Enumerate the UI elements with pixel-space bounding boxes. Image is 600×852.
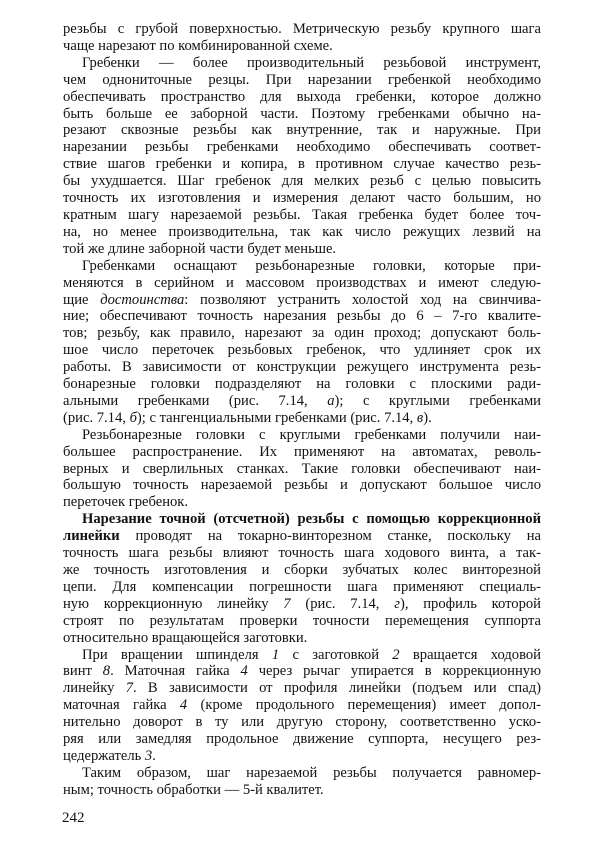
text-run: винт [63, 663, 103, 680]
text-line [63, 190, 541, 207]
text-run: резьбы с грубой поверхностью. Метрическую резьбу крупного шага [63, 21, 541, 37]
text-line [63, 680, 541, 697]
text-line [63, 579, 541, 596]
text-line [63, 562, 541, 579]
text-line [63, 477, 541, 494]
italic-text-run: достоинства [100, 291, 185, 308]
text-run: Гребенки — более производительный резьбовой инструмент, [82, 54, 541, 71]
text-line [63, 748, 541, 765]
text-run: ствие шагов гребенки и копира, в противном случае качество резь- [63, 156, 541, 173]
text-line [63, 89, 541, 106]
bold-text-run: Нарезание точной (отсчетной) резьбы с помощью коррекционной [82, 511, 541, 528]
page-text [63, 21, 541, 799]
text-run: линейку [63, 680, 126, 697]
text-run: кратным шагу нарезаемой резьбы. Такая гребенка будет более точ- [63, 206, 541, 223]
text-line [63, 765, 541, 782]
text-run: бонарезные головки подразделяют на головки с плоскими ради- [63, 376, 541, 393]
italic-text-run: 8 [102, 663, 111, 680]
text-line [63, 461, 541, 478]
text-run: быть больше ее заборной части. Поэтому гребенками обычно на- [63, 105, 541, 122]
italic-text-run: 7 [283, 595, 291, 612]
text-line [63, 714, 541, 731]
text-run: альными гребенками (рис. 7.14, [63, 392, 328, 409]
text-line [63, 139, 541, 156]
text-run: ряя или замедляя продольное движение суппорта, несущего рез- [63, 731, 541, 748]
text-line [63, 697, 541, 714]
text-run: цепи. Для компенсации погрешности шага применяют специаль- [63, 578, 541, 595]
text-run: . [152, 747, 156, 764]
text-run: (рис. 7.14, [290, 595, 395, 612]
text-run: бы ухудшается. Шаг гребенок для мелких резьб с целью повысить [63, 173, 541, 190]
text-run: : позволяют устранить холостой ход на свинчива- [184, 291, 541, 308]
text-run: . В зависимости от профиля линейки (подъем или спад) [132, 680, 542, 697]
text-run: ); с круглыми гребенками [334, 392, 541, 409]
text-line [63, 275, 541, 292]
text-line [63, 613, 541, 630]
italic-text-run: г [394, 595, 400, 612]
italic-text-run: 4 [179, 697, 188, 714]
text-run: маточная гайка [63, 697, 180, 714]
bold-text-run: линейки [63, 528, 120, 545]
text-run: вращается ходовой [399, 646, 541, 663]
text-line [63, 427, 541, 444]
text-line [63, 224, 541, 241]
text-line [63, 782, 541, 799]
text-line [63, 393, 541, 410]
paragraph [63, 427, 541, 512]
text-line [63, 410, 541, 427]
text-run: чем однониточные резцы. При нарезании гребенкой необходимо [63, 71, 541, 88]
text-line [63, 325, 541, 342]
text-run: относительно вращающейся заготовки. [63, 629, 308, 646]
text-line [63, 630, 541, 647]
text-line [63, 511, 541, 528]
text-line [63, 308, 541, 325]
text-run: нарезании резьбы гребенками необходимо обеспечивать соответ- [63, 139, 541, 156]
italic-text-run: 2 [392, 646, 400, 663]
text-run: верных и сверлильных станках. Такие головки обеспечивают наи- [63, 460, 541, 477]
text-run: проводят на токарно-винторезном станке, поскольку на [119, 528, 541, 545]
italic-text-run: 3 [144, 747, 153, 764]
text-line [63, 663, 541, 680]
text-run: же точность изготовления и сборки зубчатых колес винторезной [63, 562, 541, 578]
page-number: 242 [62, 810, 85, 826]
paragraph [63, 55, 541, 258]
text-line [63, 647, 541, 664]
text-run: той же длине заборной части будет меньше. [63, 240, 337, 257]
text-line [63, 72, 541, 89]
text-run: работы. В зависимости от конструкции режущего инструмента резь- [63, 359, 541, 376]
text-run: через рычаг упирается в коррекционную [247, 663, 542, 680]
text-run: большее распространение. Их применяют на автоматах, револь- [63, 443, 541, 460]
italic-text-run: а [327, 392, 335, 409]
text-run: резают сквозные резьбы как внутренние, так и наружные. При [63, 122, 541, 139]
text-run: точность шага резьбы влияют точность шага ходового винта, а так- [63, 545, 541, 562]
text-line [63, 173, 541, 190]
text-line [63, 122, 541, 139]
text-run: обеспечивать пространство для выхода гребенки, которое должно [63, 88, 541, 105]
text-run: Гребенками оснащают резьбонарезные головки, которые при- [82, 257, 541, 274]
paragraph [63, 765, 541, 799]
text-run: шое число переточек резьбовых гребенок, что удлиняет срок их [63, 342, 541, 359]
paragraph [63, 647, 541, 765]
text-run: цедержатель [63, 747, 145, 764]
text-line [63, 55, 541, 72]
text-line [63, 207, 541, 224]
text-line [63, 38, 541, 55]
text-run: При вращении шпинделя [82, 646, 272, 663]
text-line [63, 545, 541, 562]
text-run: ); с тангенциальными гребенками (рис. 7.14, [136, 409, 417, 426]
text-run: чаще нарезают по комбинированной схеме. [63, 37, 333, 54]
text-run: точность их изготовления и измерения делают часто большим, но [63, 190, 541, 207]
italic-text-run: 7 [125, 680, 133, 697]
text-run: щие [63, 291, 101, 308]
italic-text-run: 1 [271, 646, 280, 663]
italic-text-run: б [129, 409, 137, 426]
text-run: (кроме продольного перемещения) имеет допол- [187, 697, 541, 714]
text-run: тов; резьбу, как правило, нарезают за один проход; допускают боль- [63, 325, 541, 342]
text-run: ). [423, 409, 432, 426]
text-run: меняются в серийном и массовом производствах и имеют следую- [63, 274, 541, 291]
text-line [63, 359, 541, 376]
text-run: ным; точность обработки — 5-й квалитет. [63, 781, 324, 798]
text-line [63, 292, 541, 309]
paragraph [63, 21, 541, 55]
text-run: переточек гребенок. [63, 494, 189, 511]
text-line [63, 156, 541, 173]
text-run: . Маточная гайка [110, 663, 241, 680]
text-line [63, 444, 541, 461]
italic-text-run: 4 [240, 663, 248, 680]
text-run: с заготовкой [279, 646, 393, 663]
text-run: на, но менее производительна, так как число режущих лезвий на [63, 223, 541, 240]
text-line [63, 241, 541, 258]
text-line [63, 494, 541, 511]
text-run: Таким образом, шаг нарезаемой резьбы получается равномер- [82, 764, 541, 781]
text-run: большую точность нарезаемой резьбы и допускают большое число [63, 477, 541, 494]
text-line [63, 528, 541, 545]
text-run: ную коррекционную линейку [63, 595, 284, 612]
paragraph [63, 258, 541, 427]
text-line [63, 342, 541, 359]
text-line [63, 376, 541, 393]
paragraph [63, 511, 541, 646]
text-run: Резьбонарезные головки с круглыми гребенками получили наи- [82, 426, 541, 443]
text-run: ), профиль которой [399, 595, 541, 612]
text-line [63, 21, 541, 38]
text-line [63, 731, 541, 748]
text-run: ние; обеспечивают точность нарезания резьбы до 6 – 7-го квалите- [63, 308, 541, 325]
text-run: нительно доворот в ту или другую сторону, соответственно уско- [63, 714, 541, 731]
text-line [63, 106, 541, 123]
text-run: (рис. 7.14, [63, 409, 130, 426]
italic-text-run: в [416, 409, 424, 426]
text-line [63, 258, 541, 275]
text-run: строят по результатам проверки точности перемещения суппорта [63, 612, 541, 629]
text-line [63, 596, 541, 613]
